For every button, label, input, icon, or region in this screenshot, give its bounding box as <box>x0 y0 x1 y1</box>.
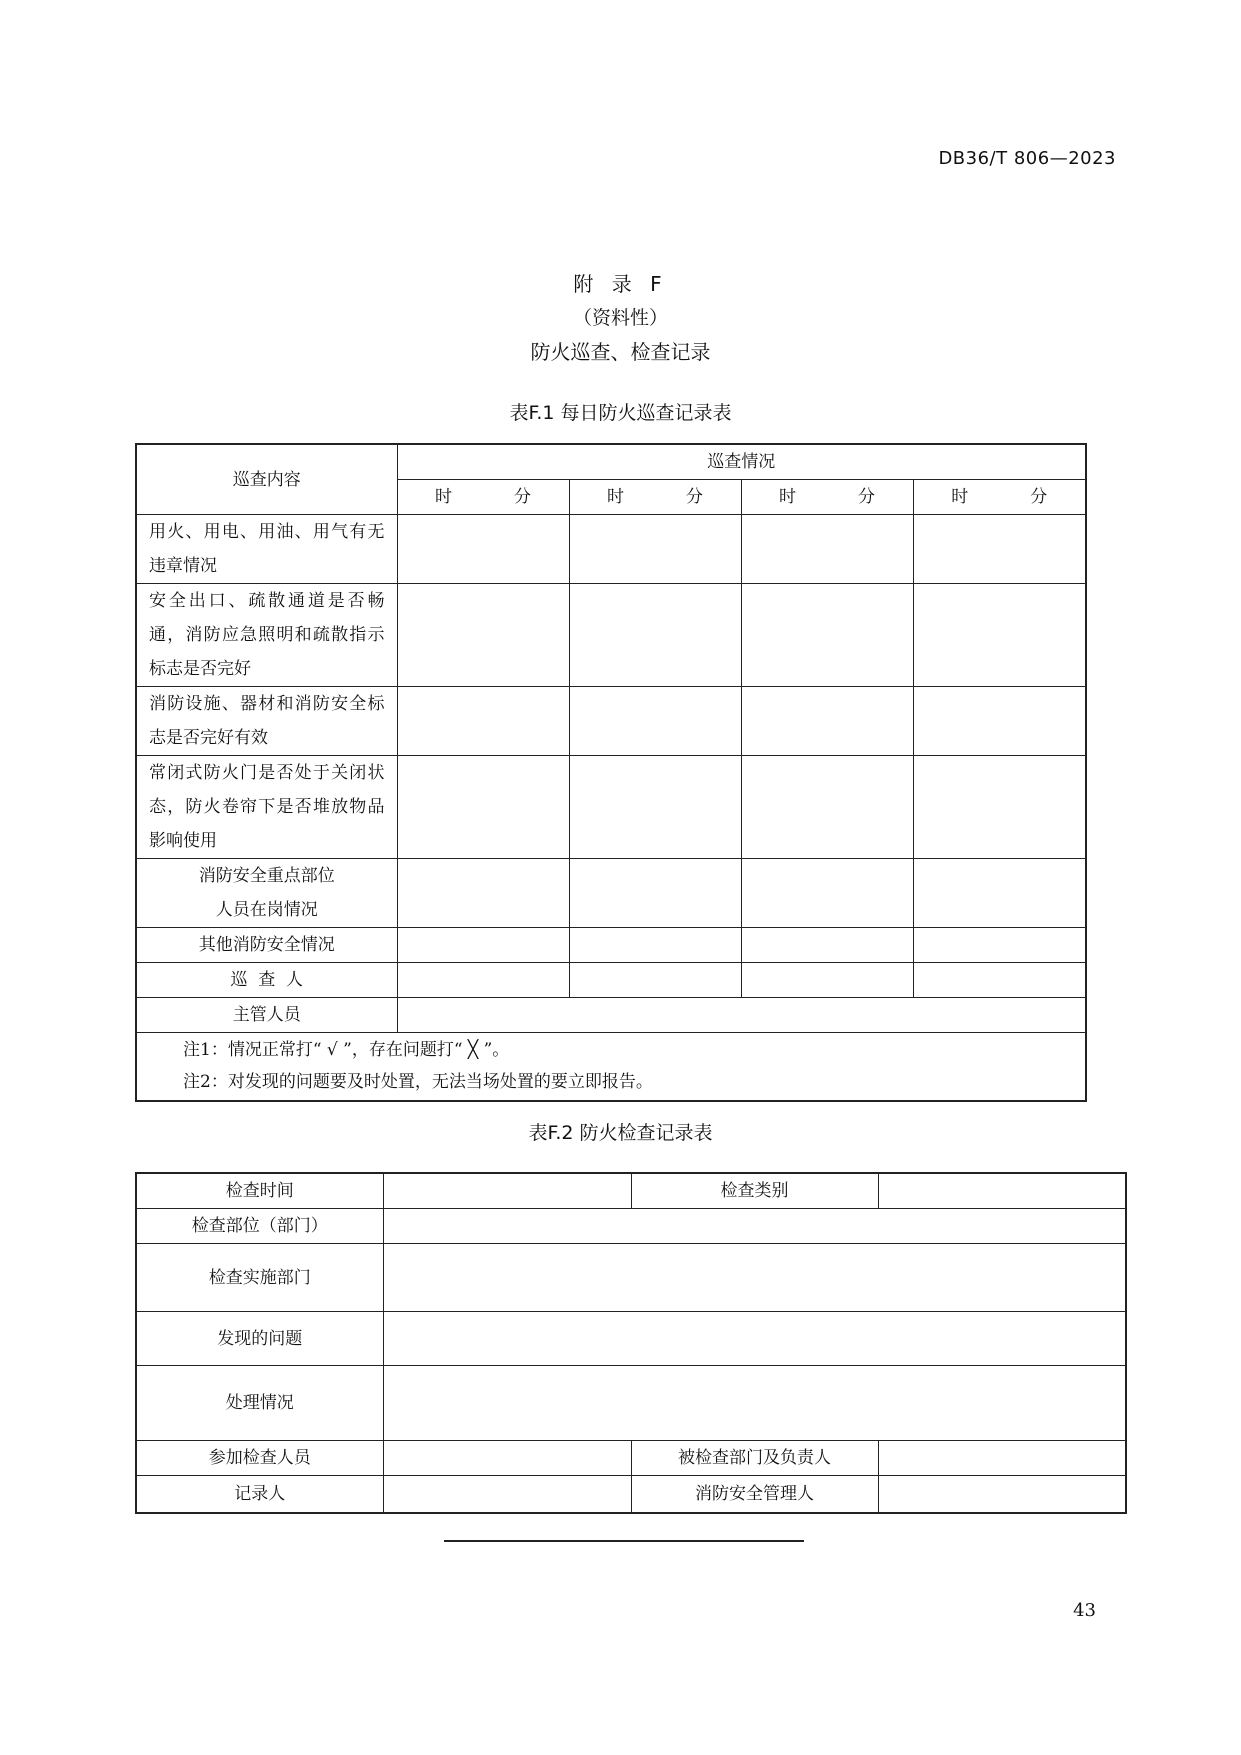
label-handling: 处理情况 <box>136 1366 383 1441</box>
value-check-dept <box>383 1209 1126 1244</box>
row-label-exits: 安全出口、疏散通道是否畅通，消防应急照明和疏散指示标志是否完好 <box>136 584 397 687</box>
value-participants <box>383 1441 631 1476</box>
table-row <box>136 859 1086 928</box>
label-check-time: 检查时间 <box>136 1173 383 1209</box>
minute-label: 分 <box>686 487 703 507</box>
notes <box>136 1033 1086 1101</box>
value-problems <box>383 1312 1126 1366</box>
fire-inspection-table <box>135 1172 1127 1514</box>
appendix-heading: 防火巡查、检查记录 <box>530 340 711 364</box>
table-row <box>136 687 1086 756</box>
label-impl-dept: 检查实施部门 <box>136 1244 383 1312</box>
row-label-facilities: 消防设施、器材和消防安全标志是否完好有效 <box>136 687 397 756</box>
table-row <box>136 963 1086 998</box>
label-check-type: 检查类别 <box>631 1173 878 1209</box>
time-slot-3 <box>741 480 913 515</box>
table-row <box>136 928 1086 963</box>
value-handling <box>383 1366 1126 1441</box>
label-inspected-dept: 被检查部门及负责人 <box>631 1441 878 1476</box>
row-label-other: 其他消防安全情况 <box>136 928 397 963</box>
appendix-title: 附 录 F <box>573 272 668 296</box>
table-row <box>136 998 1086 1033</box>
minute-label: 分 <box>1030 487 1048 507</box>
note-1: 注1：情况正常打“ √ ”，存在问题打“ ╳ ”。 <box>183 1040 510 1061</box>
row-label-supervisor: 主管人员 <box>136 998 397 1033</box>
minute-label: 分 <box>514 487 531 507</box>
time-slot-4 <box>913 480 1086 515</box>
table-row <box>136 584 1086 687</box>
time-slot-2 <box>569 480 741 515</box>
time-slot-1 <box>397 480 569 515</box>
row-label-patroller: 巡 查 人 <box>136 963 397 998</box>
value-check-type <box>878 1173 1126 1209</box>
table-row <box>136 515 1086 584</box>
label-problems: 发现的问题 <box>136 1312 383 1366</box>
value-safety-manager <box>878 1476 1126 1513</box>
table-row <box>136 756 1086 859</box>
label-check-dept: 检查部位（部门） <box>136 1209 383 1244</box>
row-label-fire-doors: 常闭式防火门是否处于关闭状态，防火卷帘下是否堆放物品影响使用 <box>136 756 397 859</box>
value-impl-dept <box>383 1244 1126 1312</box>
header-patrol-content: 巡查内容 <box>136 444 397 515</box>
notes-row <box>136 1033 1086 1101</box>
appendix-nature: （资料性） <box>572 307 668 329</box>
row-label-key-areas <box>136 859 397 928</box>
row-label-key-areas-line1: 消防安全重点部位 <box>198 866 335 886</box>
label-recorder: 记录人 <box>136 1476 383 1513</box>
hour-label: 时 <box>435 487 452 507</box>
row-label-fire-use: 用火、用电、用油、用气有无违章情况 <box>136 515 397 584</box>
label-safety-manager: 消防安全管理人 <box>631 1476 878 1513</box>
table1-caption: 表F.1 每日防火巡查记录表 <box>509 402 732 424</box>
hour-label: 时 <box>951 487 969 507</box>
header-patrol-status: 巡查情况 <box>397 444 1086 480</box>
value-check-time <box>383 1173 631 1209</box>
document-code: DB36/T 806—2023 <box>938 148 1116 169</box>
row-label-key-areas-line2: 人员在岗情况 <box>215 900 318 920</box>
end-rule <box>444 1540 804 1542</box>
daily-patrol-table <box>135 443 1087 1102</box>
hour-label: 时 <box>779 487 796 507</box>
hour-label: 时 <box>607 487 624 507</box>
value-inspected-dept <box>878 1441 1126 1476</box>
value-recorder <box>383 1476 631 1513</box>
page-number: 43 <box>1073 1600 1096 1621</box>
table2-caption: 表F.2 防火检查记录表 <box>528 1122 713 1144</box>
minute-label: 分 <box>858 487 875 507</box>
note-2: 注2：对发现的问题要及时处置，无法当场处置的要立即报告。 <box>183 1072 653 1093</box>
label-participants: 参加检查人员 <box>136 1441 383 1476</box>
